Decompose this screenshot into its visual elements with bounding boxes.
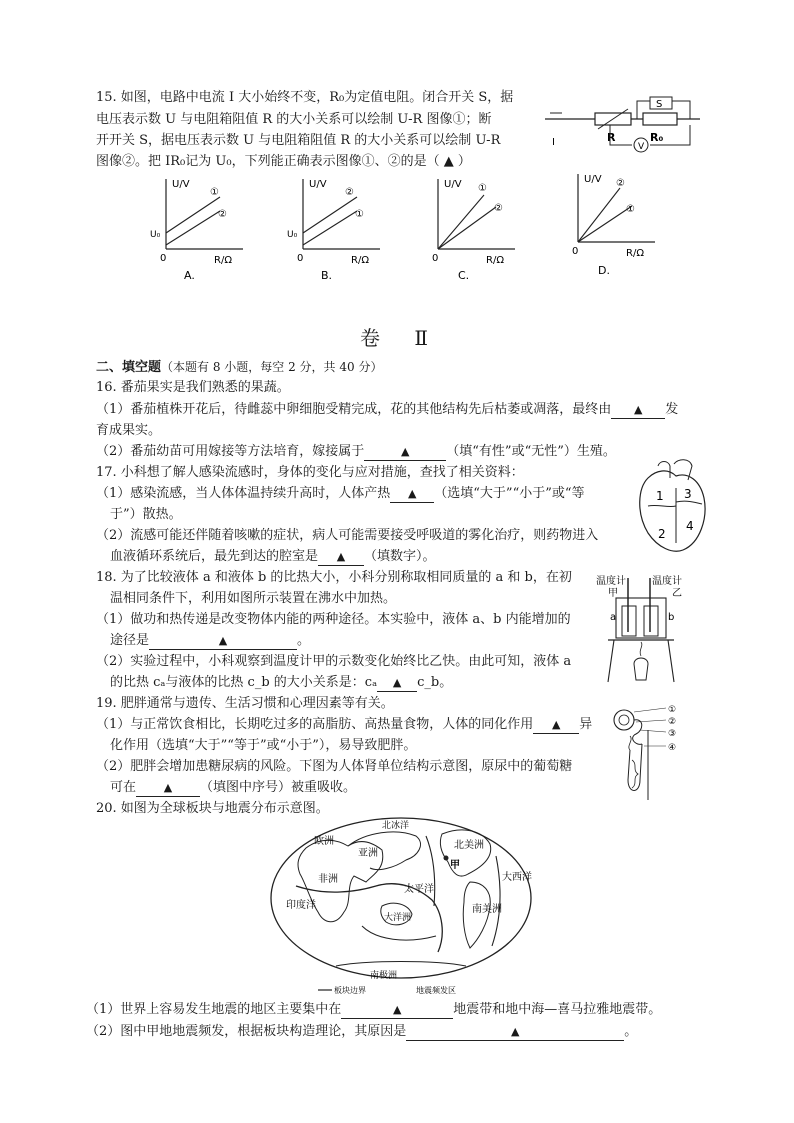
q18-blank2[interactable] [377, 675, 417, 692]
q16-p2a: （2）番茄幼苗可用嫁接等方法培育，嫁接属于 [96, 444, 365, 459]
part2-heading [96, 357, 716, 378]
q20-blank2-mark: ▲ [511, 1025, 520, 1038]
q20-p1a: （1）世界上容易发生地震的地区主要集中在 [86, 1002, 342, 1017]
map-oceania: 大洋洲 [384, 913, 412, 923]
map-europe: 欧洲 [314, 836, 334, 847]
map-indian: 印度洋 [286, 900, 316, 911]
q19-blank1[interactable] [533, 717, 579, 734]
q16-blank2[interactable] [364, 444, 446, 461]
q17-blank2[interactable] [318, 549, 364, 566]
graph-a-origin: 0 [160, 253, 167, 264]
q20-blank1-mark: ▲ [393, 1003, 402, 1016]
q19-p2a: （2）肥胖会增加患糖尿病的风险。下图为人体肾单位结构示意图，原尿中的葡萄糖 [96, 759, 573, 774]
q18-l2: 温相同条件下，利用如图所示装置在沸水中加热。 [110, 591, 397, 606]
q19-stem: 19. 肥胖通常与遗传、生活习惯和心理因素等有关。 [96, 696, 394, 711]
graph-a-yaxis: U/V [172, 179, 190, 190]
q17-p2c: （填数字）。 [364, 549, 436, 564]
liquid-a-label: a [610, 612, 617, 623]
graph-a-u0: U₀ [150, 230, 161, 240]
map-antarctica: 南极洲 [370, 971, 398, 981]
heart-label-1: 1 [656, 489, 664, 503]
graph-b [285, 175, 385, 285]
map-north-america: 北美洲 [454, 840, 484, 851]
q19-blank1-mark: ▲ [552, 718, 561, 731]
q20-p2a: （2）图中甲地地震频发，根据板块构造理论，其原因是 [86, 1024, 407, 1039]
graph-a-option: A. [184, 269, 195, 282]
graph-b-u0: U₀ [287, 230, 298, 240]
q19-p1a: （1）与正常饮食相比，长期吃过多的高脂肪、高热量食物，人体的同化作用 [96, 717, 534, 732]
r0-label: R₀ [650, 131, 664, 144]
q19-p1c: 化作用（选填“大于”“等于”或“小于”），易导致肥胖。 [110, 738, 417, 753]
graph-c-option: C. [458, 269, 470, 282]
q20-blank2[interactable] [406, 1024, 624, 1041]
q16-part2 [96, 442, 716, 462]
q20-p1b: 地震带和地中海—喜马拉雅地震带。 [453, 1002, 662, 1017]
q17-blank2-mark: ▲ [336, 550, 346, 563]
graph-d-curve1: ② [616, 178, 625, 189]
map-legend-boundary: 板块边界 [334, 986, 366, 995]
q17-p2a: （2）流感可能还伴随着咳嗽的症状，病人可能需要接受呼吸道的雾化治疗，则药物进入 [96, 528, 599, 543]
q17-p1a: （1）感染流感，当人体体温持续升高时，人体产热 [96, 486, 391, 501]
heart-figure [628, 458, 714, 558]
heart-label-2: 2 [658, 527, 666, 541]
q16-blank2-mark: ▲ [401, 445, 410, 458]
q18-blank2-mark: ▲ [392, 676, 402, 689]
graph-d-option: D. [598, 264, 610, 277]
q16-stem: 16. 番茄果实是我们熟悉的果蔬。 [96, 380, 290, 395]
q16-p1c: 育成果实。 [96, 423, 162, 438]
nephron-figure [600, 700, 710, 806]
q20-part2 [86, 1022, 706, 1042]
graph-c-xaxis: R/Ω [486, 255, 504, 266]
q15-line1: 15. 如图，电路中电流 I 大小始终不变，R₀为定值电阻。闭合开关 S，据 [96, 90, 514, 105]
q18-p2b: 的比热 cₐ与液体的比热 c_b 的大小关系是：cₐ [110, 675, 378, 690]
graph-a [148, 175, 248, 285]
nephron-label-3: ③ [668, 729, 677, 739]
graph-c-curve1: ① [478, 183, 487, 194]
switch-label: S [656, 99, 663, 110]
q19-p2b: 可在 [110, 780, 137, 795]
q18-blank1-mark: ▲ [218, 634, 228, 647]
q17-blank1-mark: ▲ [408, 487, 417, 500]
graph-c-yaxis: U/V [444, 179, 462, 190]
map-point-jia: 甲 [450, 860, 460, 871]
q16-p1b: 发 [665, 402, 679, 417]
map-asia: 亚洲 [358, 848, 378, 859]
world-plate-map [266, 816, 536, 998]
map-arctic: 北冰洋 [382, 821, 410, 831]
section-title: 卷 Ⅱ [360, 326, 442, 350]
graph-c-curve2: ② [494, 203, 503, 214]
q20-stem: 20. 如图为全球板块与地震分布示意图。 [96, 801, 329, 816]
graph-c [420, 175, 520, 285]
graph-c-origin: 0 [432, 253, 439, 264]
q19-p2c: （填图中序号）被重吸收。 [200, 780, 357, 795]
q17-p2b: 血液循环系统后，最先到达的腔室是 [110, 549, 319, 564]
circuit-diagram [540, 95, 710, 157]
heart-label-4: 4 [686, 519, 694, 533]
q15-line2: 电压表示数 U 与电阻箱阻值 R 的大小关系可以绘制 U-R 图像①；断 [96, 112, 492, 127]
graph-b-yaxis: U/V [309, 179, 327, 190]
thermo2-yi: 乙 [672, 588, 682, 599]
thermo1-jia: 甲 [608, 588, 618, 599]
q17-blank1[interactable] [390, 486, 434, 503]
q15-line3: 开开关 S，据电压表示数 U 与电阻箱阻值 R 的大小关系可以绘制 U-R [96, 133, 501, 148]
graph-a-curve2: ② [218, 209, 227, 220]
q17-stem: 17. 小科想了解人感染流感时，身体的变化与应对措施，查找了相关资料： [96, 465, 524, 480]
graph-d-curve2: ① [626, 204, 635, 215]
q17-part1 [96, 484, 716, 504]
map-atlantic: 大西洋 [502, 872, 532, 883]
q19-blank2[interactable] [136, 780, 200, 797]
graph-b-option: B. [321, 269, 333, 282]
q20-part1 [86, 1000, 706, 1020]
q16-blank1[interactable] [611, 402, 665, 419]
graph-b-curve2: ① [355, 209, 364, 220]
q18-p2c: c_b。 [417, 675, 453, 690]
q16-blank1-mark: ▲ [634, 403, 643, 416]
q19-blank2-mark: ▲ [163, 781, 173, 794]
q18-blank1[interactable] [149, 633, 297, 650]
q16-part1 [96, 400, 716, 420]
graph-d-xaxis: R/Ω [626, 248, 644, 259]
thermo1-label: 温度计 [596, 576, 626, 587]
graph-b-origin: 0 [297, 253, 304, 264]
q18-p1c: 。 [297, 633, 311, 648]
liquid-b-label: b [668, 612, 675, 623]
nephron-label-1: ① [668, 705, 677, 715]
graph-d-origin: 0 [572, 246, 579, 257]
part2-heading-note: （本题有 8 小题，每空 2 分，共 40 分） [161, 360, 383, 374]
q20-p2b: 。 [624, 1024, 638, 1039]
graph-d-yaxis: U/V [584, 174, 602, 185]
map-legend-quake: 地震频发区 [416, 986, 456, 995]
nephron-label-4: ④ [668, 743, 677, 753]
graph-b-curve1: ② [345, 187, 354, 198]
heating-apparatus [594, 572, 704, 690]
q16-p2b: （填“有性”或“无性”）生殖。 [446, 444, 616, 459]
q16-p1a: （1）番茄植株开花后，待雌蕊中卵细胞受精完成，花的其他结构先后枯萎或凋落，最终由 [96, 402, 612, 417]
graph-a-curve1: ① [210, 187, 219, 198]
graph-a-xaxis: R/Ω [214, 255, 232, 266]
graph-d [560, 170, 660, 282]
q20-blank1[interactable] [341, 1002, 453, 1019]
q18-p1a: （1）做功和热传递是改变物体内能的两种途径。本实验中，液体 a、b 内能增加的 [96, 612, 571, 627]
graph-b-xaxis: R/Ω [351, 255, 369, 266]
q17-p1c: 于”）散热。 [110, 507, 182, 522]
q19-p1b: 异 [579, 717, 593, 732]
voltmeter-label: V [638, 142, 645, 152]
nephron-label-2: ② [668, 717, 677, 727]
q18-l1: 18. 为了比较液体 a 和液体 b 的比热大小，小科分别称取相同质量的 a 和 b，在初 [96, 570, 572, 585]
r-label: R [607, 131, 616, 144]
map-south-america: 南美洲 [472, 904, 502, 915]
q17-p1b: （选填“大于”“小于”或“等 [434, 486, 585, 501]
map-africa: 非洲 [318, 874, 338, 885]
heart-label-3: 3 [684, 487, 692, 501]
thermo2-label: 温度计 [652, 576, 682, 587]
q18-p1b: 途径是 [110, 633, 150, 648]
q15-line4: 图像②。把 IR₀记为 U₀，下列能正确表示图像①、②的是（ ▲ ） [96, 154, 471, 169]
map-pacific: 太平洋 [404, 884, 434, 895]
q18-p2a: （2）实验过程中，小科观察到温度计甲的示数变化始终比乙快。由此可知，液体 a [96, 654, 572, 669]
part2-heading-label: 二、填空题 [96, 360, 162, 375]
current-label: I [552, 137, 555, 148]
